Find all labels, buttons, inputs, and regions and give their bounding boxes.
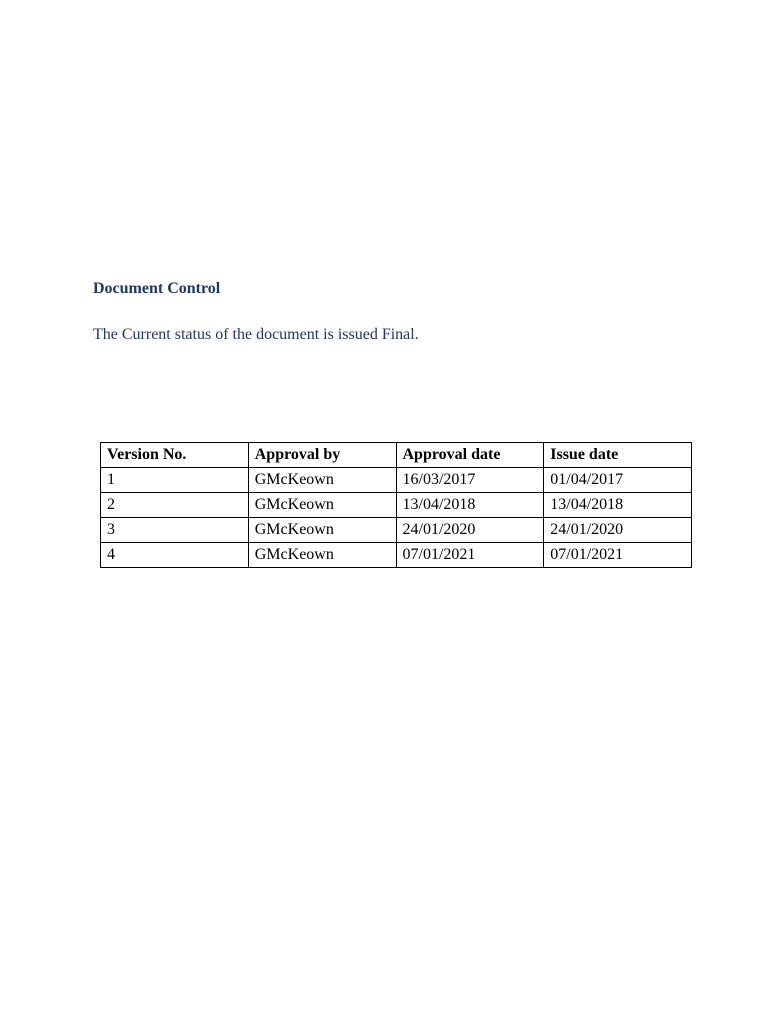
- header-issue-date: Issue date: [544, 443, 692, 468]
- cell-issue-date: 07/01/2021: [544, 543, 692, 568]
- table-row: [101, 468, 692, 493]
- cell-approval-date: 07/01/2021: [396, 543, 544, 568]
- header-version-no: Version No.: [101, 443, 249, 468]
- cell-issue-date: 01/04/2017: [544, 468, 692, 493]
- cell-approver: GMcKeown: [248, 518, 396, 543]
- cell-version: 3: [101, 518, 249, 543]
- cell-approver: GMcKeown: [248, 468, 396, 493]
- document-control-table: [100, 442, 692, 568]
- cell-version: 4: [101, 543, 249, 568]
- cell-approver: GMcKeown: [248, 543, 396, 568]
- table-row: [101, 493, 692, 518]
- table-header-row: [101, 443, 692, 468]
- cell-approval-date: 16/03/2017: [396, 468, 544, 493]
- header-approval-date: Approval date: [396, 443, 544, 468]
- cell-version: 2: [101, 493, 249, 518]
- cell-approval-date: 13/04/2018: [396, 493, 544, 518]
- status-paragraph: The Current status of the document is issued Final.: [93, 326, 419, 343]
- cell-version: 1: [101, 468, 249, 493]
- cell-approval-date: 24/01/2020: [396, 518, 544, 543]
- table-row: [101, 518, 692, 543]
- cell-approver: GMcKeown: [248, 493, 396, 518]
- table-row: [101, 543, 692, 568]
- cell-issue-date: 13/04/2018: [544, 493, 692, 518]
- header-approval-by: Approval by: [248, 443, 396, 468]
- cell-issue-date: 24/01/2020: [544, 518, 692, 543]
- section-heading: Document Control: [93, 280, 221, 297]
